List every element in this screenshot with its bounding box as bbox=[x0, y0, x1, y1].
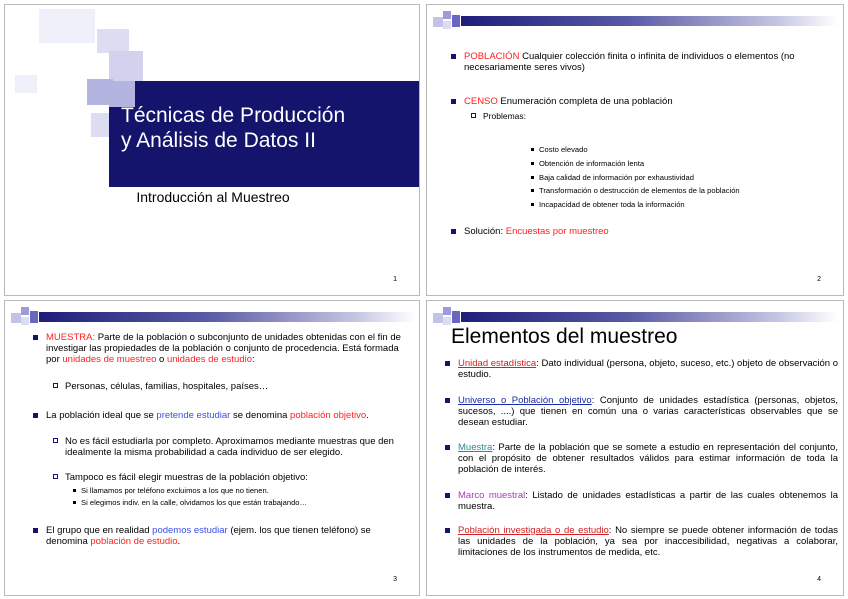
bullet-poblacion-estudio: El grupo que en realidad podemos estudiar (ejem. los que tienen teléfono) se denomina población de estudio. bbox=[31, 525, 396, 547]
bullet-muestra: MUESTRA: Parte de la población o subconjunto de unidades obtenidas con el fin de investigar las propiedades de la población o conjunto de procedencia. Está formada por unidades de muestreo o unidades de estudio: bbox=[31, 332, 406, 365]
decor-square bbox=[39, 9, 95, 43]
sub-tampoco: Tampoco es fácil elegir muestras de la población objetivo: bbox=[53, 472, 403, 483]
list-item: Marco muestral: Listado de unidades estadísticas a partir de las cuales obtenemos la muestra. bbox=[443, 490, 838, 512]
page-number: 4 bbox=[817, 576, 821, 583]
decor-square bbox=[109, 51, 143, 81]
slide-3[interactable] bbox=[4, 300, 420, 596]
decor-square bbox=[15, 75, 37, 93]
list-item: Muestra: Parte de la población que se somete a estudio en representación del conjunto, con el propósito de obtener resultados válidos para estimar información de toda la población de interés. bbox=[443, 442, 838, 475]
list-item: Universo o Población objetivo: Conjunto de unidades estadística (personas, objetos, sucesos, ....) que tienen en común una o varias características observables que se desean estudiar. bbox=[443, 395, 838, 428]
list-item: Población investigada o de estudio: No siempre se puede obtener información de todas las unidades de la población, ya sea por inaccesibilidad, negativas a colaborar, limitaciones de los instrumentos de medida, etc. bbox=[443, 525, 838, 558]
slide-title-line1: Técnicas de Producción bbox=[121, 104, 346, 127]
list-item: Obtención de información lenta bbox=[529, 159, 839, 169]
page-number: 2 bbox=[817, 276, 821, 283]
list-item: Costo elevado bbox=[529, 145, 839, 155]
decor-square bbox=[97, 29, 129, 53]
bullet-censo: CENSO Enumeración completa de una población bbox=[449, 96, 834, 107]
list-item: Transformación o destrucción de elementos de la población bbox=[529, 186, 839, 196]
bullet-poblacion-objetivo: La población ideal que se pretende estudiar se denomina población objetivo. bbox=[31, 410, 406, 421]
bullet-poblacion: POBLACIÓN Cualquier colección finita o infinita de individuos o elementos (no necesariamente seres vivos) bbox=[449, 51, 834, 73]
sub-problemas: Problemas: bbox=[471, 111, 783, 122]
header-logo bbox=[433, 11, 837, 33]
bullet-solucion: Solución: Encuestas por muestreo bbox=[449, 226, 834, 237]
slide-title bbox=[121, 103, 345, 153]
list-item: Si llamamos por teléfono excluimos a los que no tienen. bbox=[71, 486, 401, 496]
slide-1[interactable] bbox=[4, 4, 420, 296]
slide-4[interactable] bbox=[426, 300, 844, 596]
list-item: Incapacidad de obtener toda la información bbox=[529, 200, 839, 210]
slide-2[interactable] bbox=[426, 4, 844, 296]
list-item: Baja calidad de información por exhaustividad bbox=[529, 173, 839, 183]
list-item: Unidad estadística: Dato individual (persona, objeto, suceso, etc.) objeto de observación o estudio. bbox=[443, 358, 838, 380]
decor-square bbox=[91, 113, 109, 137]
header-logo bbox=[11, 307, 415, 329]
page-number: 3 bbox=[393, 576, 397, 583]
slide-title-line2: y Análisis de Datos II bbox=[121, 129, 316, 152]
page-number: 1 bbox=[393, 276, 397, 283]
sub-ejemplos: Personas, células, familias, hospitales, países… bbox=[53, 381, 395, 392]
sub-no-facil: No es fácil estudiarla por completo. Aproximamos mediante muestras que den idealmente la misma probabilidad a cada individuo de ser elegido. bbox=[53, 436, 403, 458]
slide-title: Elementos del muestreo bbox=[451, 325, 678, 348]
list-item: Si elegimos indiv. en la calle, olvidamos los que están trabajando… bbox=[71, 498, 401, 508]
slide-subtitle: Introducción al Muestreo bbox=[136, 189, 290, 205]
